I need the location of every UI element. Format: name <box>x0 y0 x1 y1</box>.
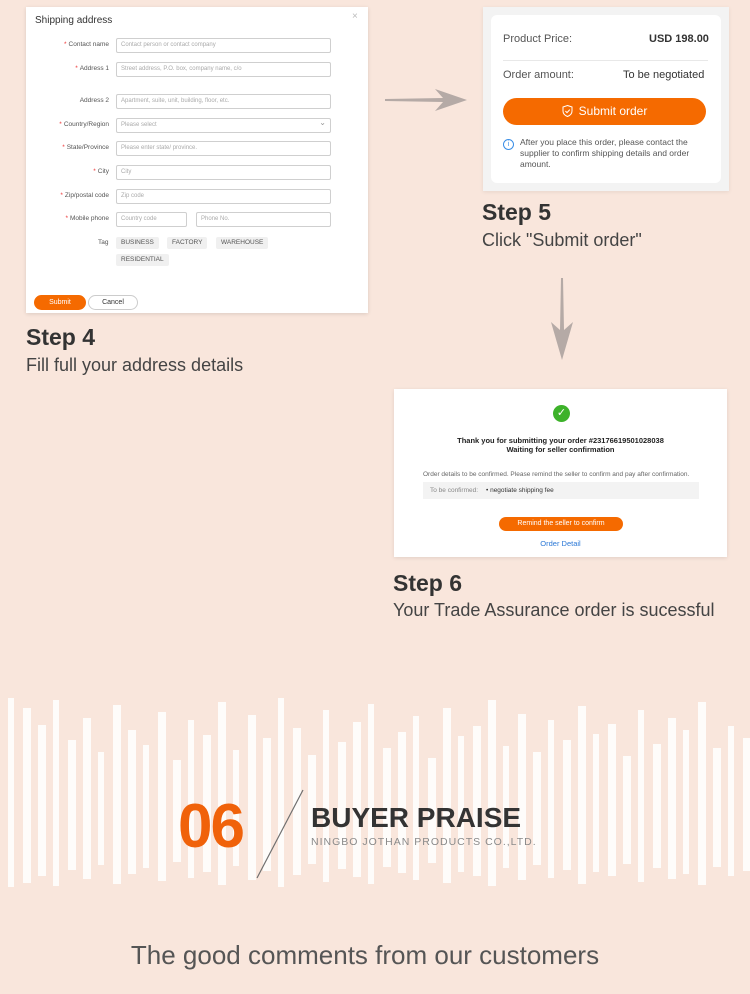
tag-business[interactable]: BUSINESS <box>116 237 159 249</box>
city-label: City <box>97 168 109 175</box>
address1-input[interactable]: Street address, P.O. box, company name, c/o <box>116 62 331 77</box>
order-amount-label: Order amount: <box>503 69 574 81</box>
decorative-bar <box>413 716 419 880</box>
close-icon[interactable]: × <box>352 11 358 22</box>
decorative-bar <box>128 730 136 874</box>
decorative-bar <box>353 722 361 877</box>
check-circle-icon: ✓ <box>553 405 570 422</box>
cancel-button[interactable]: Cancel <box>88 295 138 310</box>
decorative-bar <box>653 744 661 868</box>
decorative-bar <box>608 724 616 876</box>
step5-description: Click "Submit order" <box>482 230 642 250</box>
address2-input[interactable]: Apartment, suite, unit, building, floor, etc. <box>116 94 331 109</box>
mobile-label: Mobile phone <box>69 215 109 222</box>
contact-name-input[interactable]: Contact person or contact company <box>116 38 331 53</box>
waiting-message: Waiting for seller confirmation <box>506 445 615 454</box>
tag-factory[interactable]: FACTORY <box>167 237 207 249</box>
decorative-bar <box>698 702 706 885</box>
tag-residential[interactable]: RESIDENTIAL <box>116 254 169 266</box>
decorative-bar <box>713 748 721 867</box>
to-confirm-item: • negotiate shipping fee <box>486 487 554 494</box>
decorative-bar <box>473 726 481 876</box>
info-icon: i <box>503 139 514 150</box>
submit-order-button[interactable] <box>503 98 706 125</box>
slash-divider <box>255 788 305 880</box>
decorative-bar <box>668 718 676 879</box>
remind-seller-button[interactable]: Remind the seller to confirm <box>499 517 623 531</box>
form-row-address2 <box>26 94 368 110</box>
step4-title: Step 4 <box>26 324 96 350</box>
state-input[interactable]: Please enter state/ province. <box>116 141 331 156</box>
shipping-address-dialog <box>26 7 368 313</box>
decorative-bar <box>83 718 91 879</box>
country-select[interactable]: Please select ⌄ <box>116 118 331 133</box>
decorative-bar <box>638 710 644 882</box>
decorative-bar <box>683 730 689 874</box>
form-row-country: * Country/Region Please select ⌄ <box>26 118 368 134</box>
country-label: Country/Region <box>63 121 109 128</box>
section-number: 06 <box>178 792 243 861</box>
decorative-bar <box>113 705 121 884</box>
confirmation-details: Order details to be confirmed. Please remind the seller to confirm and pay after confirmation. <box>423 471 690 478</box>
decorative-bar <box>368 704 374 884</box>
decorative-bar <box>98 752 104 865</box>
to-confirm-label: To be confirmed: <box>430 487 479 494</box>
order-amount-value: To be negotiated <box>623 69 705 81</box>
info-text: After you place this order, please contact the supplier to confirm shipping details and order amount. <box>520 137 690 169</box>
decorative-bar <box>8 698 14 887</box>
address2-label: Address 2 <box>79 97 109 104</box>
decorative-bar <box>518 714 526 880</box>
step4-description: Fill full your address details <box>26 355 244 375</box>
decorative-bar <box>443 708 451 883</box>
contact-name-label: Contact name <box>68 41 109 48</box>
tagline: The good comments from our customers <box>130 940 600 970</box>
decorative-bar <box>53 700 59 886</box>
city-input[interactable]: City <box>116 165 331 180</box>
arrow-down-icon <box>544 278 580 360</box>
form-row-contact-name: * Contact name Contact person or contact company <box>26 38 368 54</box>
decorative-bar <box>323 710 329 882</box>
decorative-bar <box>743 738 750 871</box>
submit-button[interactable]: Submit <box>34 295 86 310</box>
arrow-right-icon <box>385 86 467 114</box>
shield-icon <box>562 105 573 117</box>
decorative-bar <box>728 726 734 876</box>
decorative-bar <box>593 734 599 872</box>
company-name: NINGBO JOTHAN PRODUCTS CO.,LTD. <box>311 836 537 848</box>
form-row-zip: * Zip/postal code Zip code <box>26 189 368 205</box>
decorative-bar <box>548 720 554 878</box>
step6-title: Step 6 <box>393 570 463 596</box>
address1-label: Address 1 <box>79 65 109 72</box>
form-row-address1: * Address 1 Street address, P.O. box, company name, c/o <box>26 62 368 78</box>
decorative-bar <box>533 752 541 865</box>
country-code-input[interactable]: Country code <box>116 212 187 227</box>
product-price-label: Product Price: <box>503 33 573 45</box>
submit-order-label: Submit order <box>578 104 648 118</box>
decorative-bar <box>578 706 586 884</box>
decorative-bar <box>68 740 76 870</box>
state-label: State/Province <box>66 144 109 151</box>
decorative-bar <box>623 756 631 864</box>
order-detail-link[interactable]: Order Detail <box>540 539 581 548</box>
tag-label: Tag <box>98 239 109 246</box>
form-row-city: * City City <box>26 165 368 181</box>
decorative-bar <box>488 700 496 886</box>
product-price-value: USD 198.00 <box>649 33 709 45</box>
decorative-bar <box>563 740 571 870</box>
buyer-praise-title: BUYER PRAISE <box>311 802 522 833</box>
decorative-bar <box>143 745 149 868</box>
decorative-bar <box>38 725 46 876</box>
decorative-bar <box>23 708 31 883</box>
tag-warehouse[interactable]: WAREHOUSE <box>216 237 268 249</box>
zip-label: Zip/postal code <box>64 192 109 199</box>
form-row-state: * State/Province Please enter state/ province. <box>26 141 368 157</box>
dialog-title: Shipping address <box>35 15 113 26</box>
form-row-mobile: * Mobile phone Country code Phone No. <box>26 212 368 228</box>
phone-input[interactable]: Phone No. <box>196 212 331 227</box>
divider <box>503 60 708 61</box>
step5-title: Step 5 <box>482 199 552 225</box>
step6-description: Your Trade Assurance order is sucessful <box>393 600 715 620</box>
zip-input[interactable]: Zip code <box>116 189 331 204</box>
thanks-message: Thank you for submitting your order #2317661950102803​8 <box>457 436 664 445</box>
decorative-bar <box>158 712 166 881</box>
